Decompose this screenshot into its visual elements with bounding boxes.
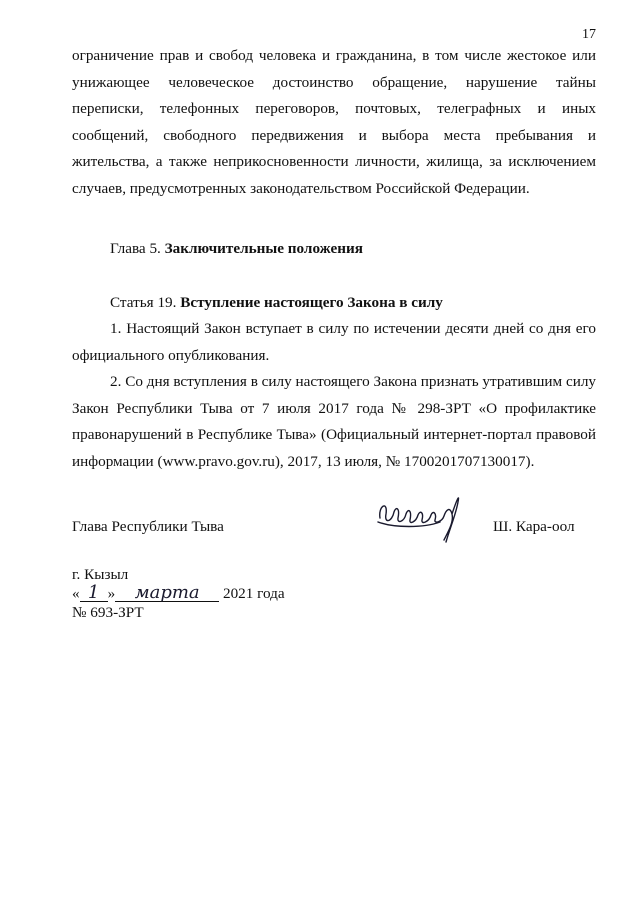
article-paragraph-1: 1. Настоящий Закон вступает в силу по истечении десяти дней со дня его официального опубликования.: [72, 320, 596, 364]
article-heading: [110, 290, 443, 317]
continuation-paragraph: ограничение прав и свобод человека и гражданина, в том числе жестокое или унижающее человеческое достоинство обращение, нарушение тайны переписки, телефонных переговоров, почтовых, телеграфных и иных сообщений, свободного передвижения и выбора места пребывания и жительства, а также неприкосновенности личности, жилища, за исключением случаев, предусмотренных законодательством Российской Федерации.: [72, 47, 596, 197]
chapter-title: Заключительные положения: [164, 240, 363, 257]
date-open-quote: «: [72, 585, 80, 602]
article-title: Вступление настоящего Закона в силу: [180, 294, 443, 311]
chapter-heading: [110, 236, 363, 263]
date-year: 2021 года: [222, 585, 285, 602]
date-close-quote: »: [107, 585, 116, 602]
article-prefix: Статья 19.: [110, 294, 177, 311]
signer-position: Глава Республики Тыва: [72, 518, 224, 535]
footer-city: г. Кызыл: [72, 566, 129, 583]
footer-date: [72, 582, 285, 603]
chapter-prefix: Глава 5.: [110, 240, 161, 257]
date-month: марта: [115, 585, 219, 602]
page-number: 17: [582, 27, 596, 42]
date-day: 1: [80, 585, 108, 602]
signer-name: Ш. Кара-оол: [493, 518, 575, 535]
law-number: № 693-ЗРТ: [72, 604, 144, 621]
article-paragraph-2: 2. Со дня вступления в силу настоящего Закона признать утратившим силу Закон Республики Тыва от 7 июля 2017 года № 298-ЗРТ «О профилактике правонарушений в Республике Тыва» (Официальный интернет-портал правовой информации (www.pravo.gov.ru), 2017, 13 июля, № 1700201707130017).: [72, 373, 596, 470]
handwritten-signature: [374, 488, 466, 546]
